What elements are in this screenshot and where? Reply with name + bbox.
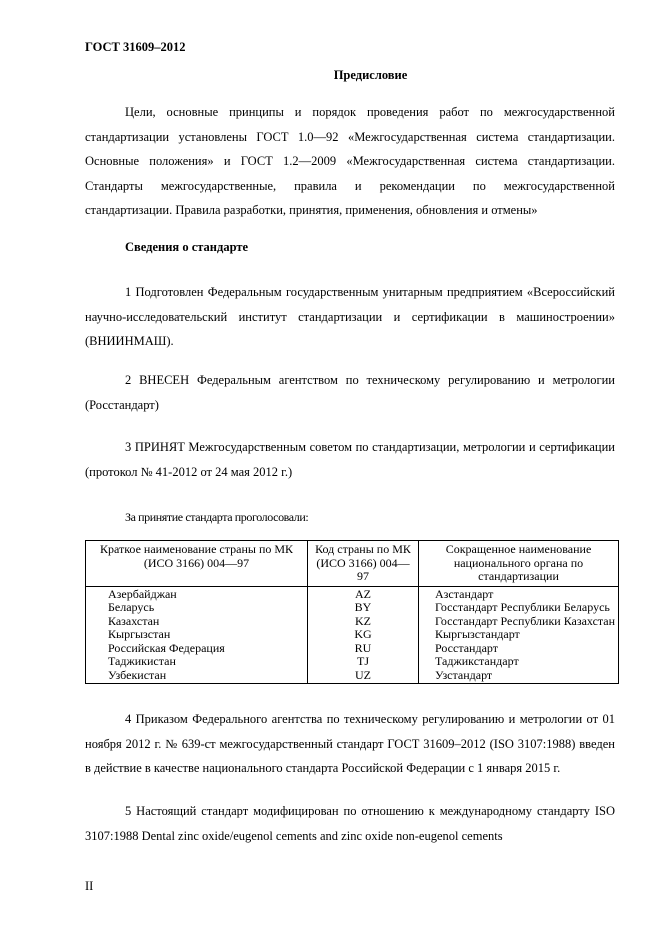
table-cell: Таджикистан bbox=[108, 654, 176, 668]
body-column bbox=[419, 586, 619, 684]
header-country: Краткое наименование страны по МК (ИСО 3166) 004—97 bbox=[86, 541, 308, 587]
item-1 bbox=[85, 280, 615, 354]
table-cell: Кыргызстан bbox=[108, 627, 171, 641]
table-cell: Узстандарт bbox=[435, 667, 493, 682]
table-cell: Российская Федерация bbox=[108, 640, 225, 655]
code-column bbox=[308, 586, 419, 684]
item-3-text: 3 ПРИНЯТ Межгосударственным советом по стандартизации, метрологии и сертификации (протокол № 41-2012 от 24 мая 2012 г.) bbox=[85, 440, 615, 479]
table-cell: Азербайджан bbox=[108, 586, 177, 601]
document-code: ГОСТ 31609–2012 bbox=[85, 40, 186, 54]
table-cell: Таджикстандарт bbox=[435, 654, 519, 668]
table-cell: AZ bbox=[355, 586, 371, 601]
item-2-text: 2 ВНЕСЕН Федеральным агентством по техническому регулированию и метрологии (Росстандарт) bbox=[85, 373, 615, 412]
country-column bbox=[86, 586, 308, 684]
vote-caption: За принятие стандарта проголосовали: bbox=[125, 510, 309, 524]
table-cell: UZ bbox=[355, 667, 371, 682]
table-cell: BY bbox=[354, 600, 372, 614]
table-cell: RU bbox=[354, 640, 372, 655]
table-cell: Росстандарт bbox=[435, 640, 498, 655]
table-cell: Госстандарт Республики Беларусь bbox=[435, 600, 610, 614]
header-body: Сокращенное наименование национального органа по стандартизации bbox=[419, 541, 619, 587]
table-cell: Азстандарт bbox=[435, 586, 494, 601]
intro-paragraph bbox=[85, 100, 615, 223]
table-cell: TJ bbox=[357, 654, 369, 668]
page-number: II bbox=[85, 879, 94, 893]
section-title: Сведения о стандарте bbox=[125, 240, 249, 254]
table-cell: Кыргызстандарт bbox=[435, 627, 520, 641]
voting-table bbox=[85, 540, 619, 684]
item-4 bbox=[85, 707, 615, 781]
item-1-text: 1 Подготовлен Федеральным государственным унитарным предприятием «Всероссийский научно-исследовательский институт стандартизации и сертификации в машиностроении» (ВНИИНМАШ). bbox=[85, 285, 615, 348]
item-5-text: 5 Настоящий стандарт модифицирован по отношению к международному стандарту ISO 3107:1988 Dental zinc oxide/eugenol cements and zinc oxide non-eugenol cements bbox=[85, 804, 615, 843]
header-code: Код страны по МК (ИСО 3166) 004—97 bbox=[308, 541, 419, 587]
table-body-row bbox=[86, 586, 619, 684]
item-5 bbox=[85, 799, 615, 848]
table-cell: KG bbox=[354, 627, 372, 641]
table-cell: Госстандарт Республики Казахстан bbox=[435, 613, 616, 628]
item-3 bbox=[85, 435, 615, 484]
table-cell: KZ bbox=[355, 613, 371, 628]
page-title: Предисловие bbox=[333, 68, 408, 82]
table-cell: Казахстан bbox=[108, 613, 160, 628]
item-2 bbox=[85, 368, 615, 417]
table-cell: Беларусь bbox=[108, 600, 155, 614]
table-cell: Узбекистан bbox=[108, 667, 167, 682]
intro-text: Цели, основные принципы и порядок проведения работ по межгосударственной стандартизации установлены ГОСТ 1.0—92 «Межгосударственная система стандартизации. Основные положения» и ГОСТ 1.2—2009 «Межгосударственная система стандартизации. Стандарты межгосударственные, правила и рекомендации по межгосударственной стандартизации. Правила разработки, принятия, применения, обновления и отмены» bbox=[85, 105, 615, 217]
table-header-row bbox=[86, 541, 619, 587]
item-4-text: 4 Приказом Федерального агентства по техническому регулированию и метрологии от 01 ноября 2012 г. № 639-ст межгосударственный стандарт ГОСТ 31609–2012 (ISO 3107:1988) введен в действие в качестве национального стандарта Российской Федерации с 1 января 2015 г. bbox=[85, 712, 615, 775]
